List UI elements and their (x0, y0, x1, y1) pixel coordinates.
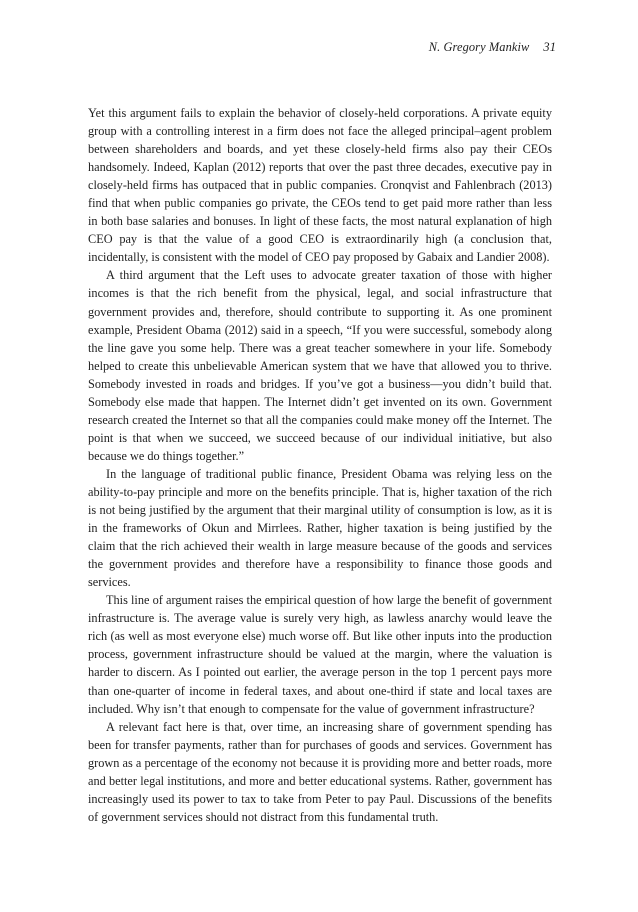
paragraph-infrastructure-argument: A third argument that the Left uses to advocate greater taxation of those with higher incomes is that the rich benefit from the physical, legal, and social infrastructure that government provides and, therefore, should contribute to supporting it. As one prominent example, President Obama (2012) said in a speech, “If you were successful, somebody along the line gave you some help. There was a great teacher somewhere in your life. Somebody helped to create this unbelievable American system that we have that allowed you to thrive. Somebody invested in roads and bridges. If you’ve got a business—you didn’t build that. Somebody else made that happen. The Internet didn’t get invented on its own. Government research created the Internet so that all the companies could make money off the Internet. The point is that when we succeed, we succeed because of our individual initiative, but also because we do things together.” (88, 268, 552, 463)
paragraph-transfer-payments: A relevant fact here is that, over time, an increasing share of government spending has been for transfer payments, rather than for purchases of goods and services. Government has grown as a percentage of the economy not because it is providing more and better roads, more and better legal institutions, and more and better educational systems. Rather, government has increasingly used its power to tax to take from Peter to pay Paul. Discussions of the benefits of government services should not distract from this fundamental truth. (88, 719, 552, 824)
page-number: 31 (543, 40, 556, 54)
paragraph-marginal-value: This line of argument raises the empirical question of how large the benefit of government infrastructure is. The average value is surely very high, as lawless anarchy would leave the rich (as well as most everyone else) much worse off. But like other inputs into the production process, government infrastructure should be valued at the margin, where the valuation is harder to discern. As I pointed out earlier, the average person in the top 1 percent pays more than one-quarter of income in federal taxes, and about one-third if state and local taxes are included. Why isn’t that enough to compensate for the value of government infrastructure? (88, 593, 552, 716)
running-head-author: N. Gregory Mankiw (428, 40, 530, 54)
body-text (88, 104, 552, 826)
paragraph-closely-held-firms: Yet this argument fails to explain the behavior of closely-held corporations. A private equity group with a controlling interest in a firm does not face the alleged principal–agent problem between shareholders and boards, and yet these closely-held firms also pay their CEOs handsomely. Indeed, Kaplan (2012) reports that over the past three decades, executive pay in closely-held firms has outpaced that in public companies. Cronqvist and Fahlenbrach (2013) find that when public companies go private, the CEOs tend to get paid more rather than less in both base salaries and bonuses. In light of these facts, the most natural explanation of high CEO pay is that the value of a good CEO is extraordinarily high (a conclusion that, incidentally, is consistent with the model of CEO pay proposed by Gabaix and Landier 2008). (88, 106, 552, 265)
paragraph-benefits-principle: In the language of traditional public finance, President Obama was relying less on the ability-to-pay principle and more on the benefits principle. That is, higher taxation of the rich is not being justified by the argument that their marginal utility of consumption is low, as it is in the frameworks of Okun and Mirrlees. Rather, higher taxation is being justified by the claim that the rich achieved their wealth in large measure because of the goods and services the government provides and therefore have a responsibility to finance those goods and services. (88, 466, 552, 590)
running-head (429, 40, 556, 55)
